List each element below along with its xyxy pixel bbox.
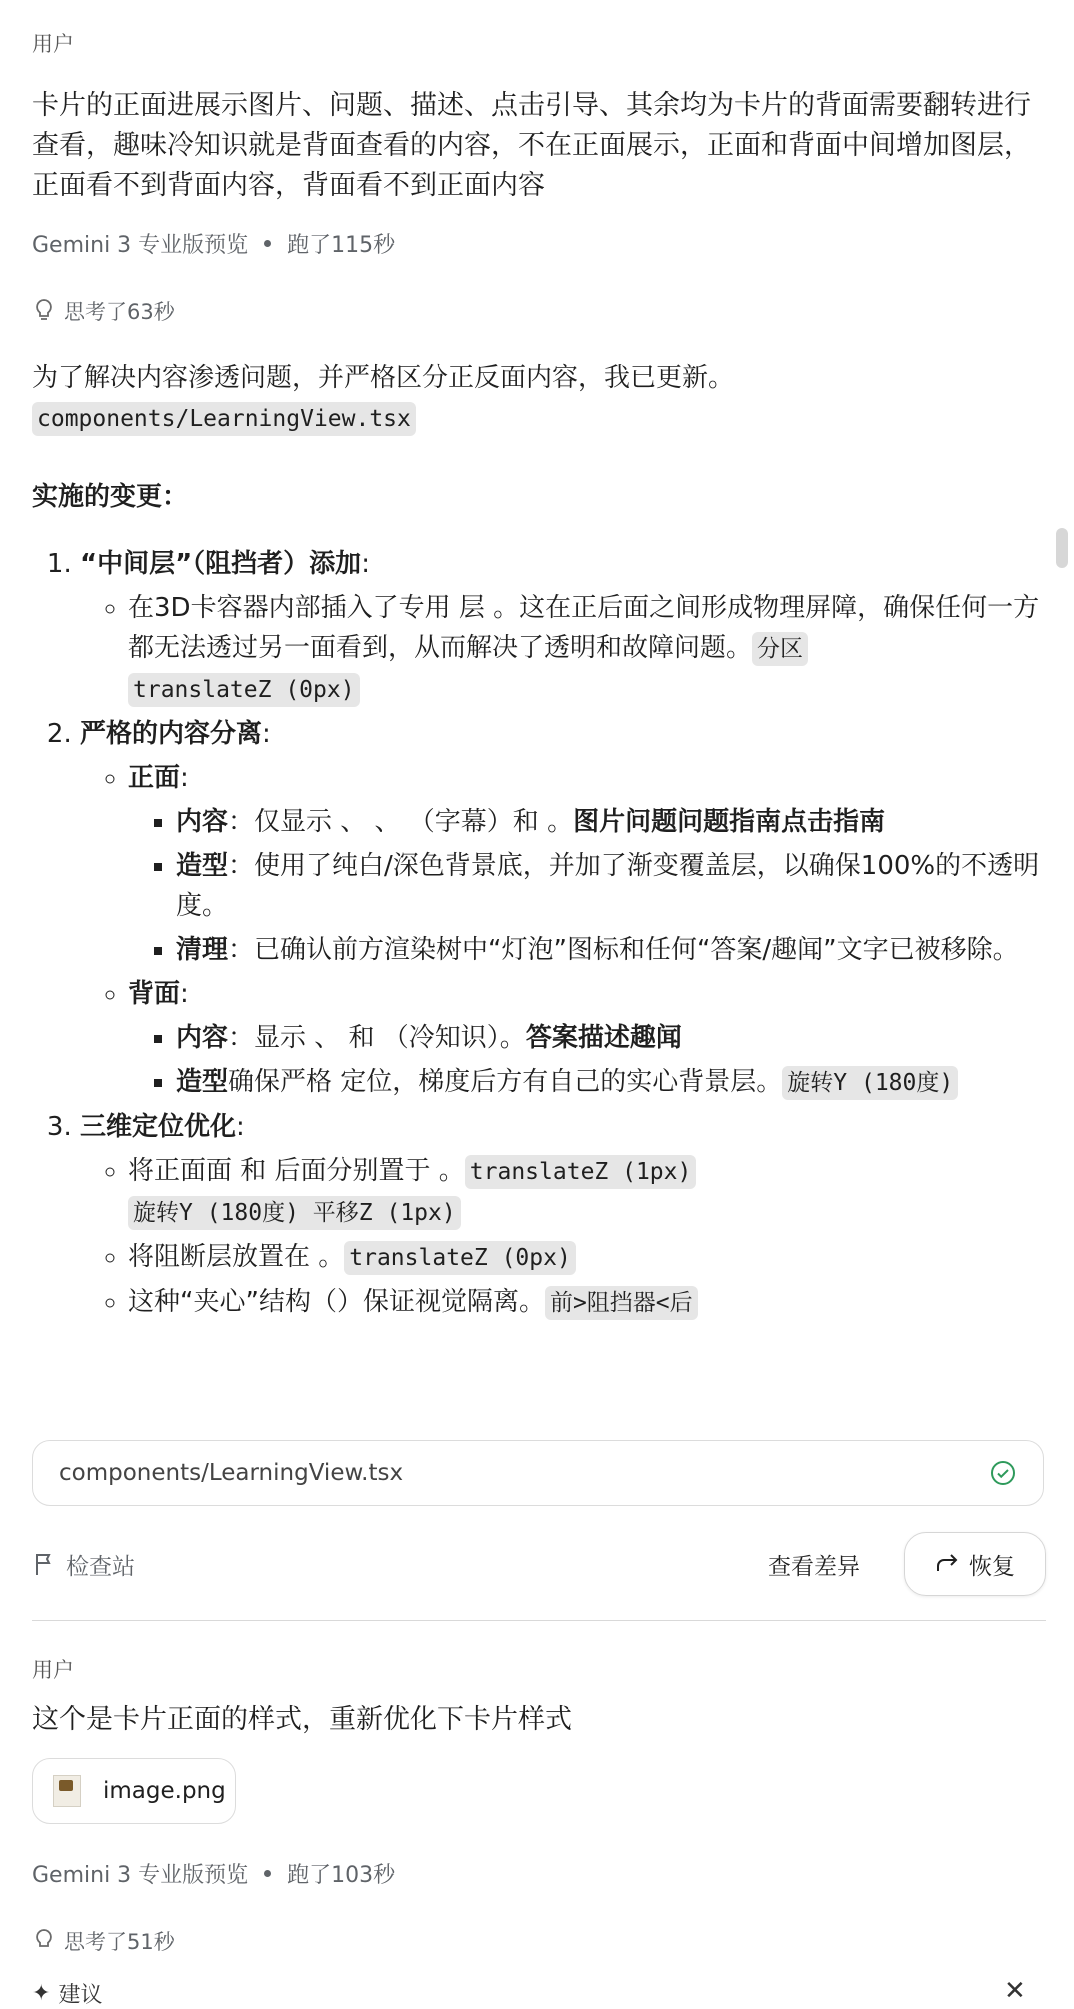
list-item <box>128 1282 1052 1323</box>
lightbulb-icon <box>32 298 56 324</box>
item-text: ：使用了纯白/深色背景底，并加了渐变覆盖层，以确保100%的不透明度。 <box>176 851 1040 921</box>
list-item <box>176 1018 1052 1058</box>
list-item <box>176 930 1052 970</box>
list-item <box>128 588 1052 710</box>
inline-code: 旋转Y (180度) 平移Z (1px) <box>128 1196 461 1230</box>
message-role-label: 用户 <box>32 32 74 56</box>
separator-dot <box>264 1870 271 1877</box>
bold-text: 图片问题问题指南点击指南 <box>573 807 886 837</box>
item-text: ：显示 、 和 （冷知识）。 <box>228 1023 526 1053</box>
file-change-card[interactable] <box>32 1440 1044 1506</box>
restore-button[interactable] <box>904 1532 1046 1596</box>
user-prompt-text: 这个是卡片正面的样式，重新优化下卡片样式 <box>32 1704 572 1735</box>
message-role-label: 用户 <box>32 1658 74 1682</box>
response-intro <box>32 358 1046 439</box>
intro-text: 为了解决内容渗透问题，并严格区分正反面内容，我已更新。 <box>32 363 735 393</box>
list-item <box>176 1062 1052 1103</box>
restore-icon <box>935 1553 959 1575</box>
item-text: 将正面面 和 后面分别置于 。 <box>128 1156 465 1186</box>
model-meta <box>32 1858 395 1889</box>
item-text: ：已确认前方渲染树中“灯泡”图标和任何“答案/趣闻”文字已被移除。 <box>228 935 1019 965</box>
label: 清理 <box>176 935 229 965</box>
lightbulb-icon <box>32 1928 56 1954</box>
list-item: ◦ 背面: ▪ 内容：显示 、 和 （冷知识）。答案描述趣闻 ▪ 造型确保严格 定位，梯度后方有自己的实心背景层。 旋转Y (180度) <box>128 974 1052 1103</box>
view-diff-button[interactable]: 查看差异 <box>768 1553 860 1580</box>
model-meta <box>32 228 395 259</box>
suggestions-label: 建议 <box>58 1983 103 2008</box>
item-title: 严格的内容分离 <box>80 719 263 749</box>
separator-dot <box>264 240 271 247</box>
sparkle-icon: ✦ <box>32 1981 51 2006</box>
message-actions <box>32 1532 1046 1596</box>
checkpoint-label: 检查站 <box>66 1553 135 1580</box>
model-name: Gemini 3 专业版预览 <box>32 233 249 258</box>
list-item <box>176 802 1052 842</box>
label: 内容 <box>176 807 229 837</box>
inline-code: 分区 <box>752 632 808 666</box>
run-time: 跑了103秒 <box>287 1863 396 1888</box>
label: 造型 <box>176 851 229 881</box>
item-text: 确保严格 定位，梯度后方有自己的实心背景层。 <box>228 1067 783 1097</box>
check-circle-icon <box>989 1459 1017 1487</box>
list-item: 3. 三维定位优化: ◦ 将正面面 和 后面分别置于 。 translateZ (1px) 旋转Y (180度) 平移Z (1px) ◦ 将阻断层放置在 。 translateZ (0px) ◦ 这种“夹心”结构（）保证视觉隔离。 前>阻挡器<后 <box>80 1107 1052 1323</box>
list-item <box>128 1151 1052 1233</box>
divider <box>32 1620 1046 1621</box>
label: 造型 <box>176 1067 229 1097</box>
close-icon[interactable]: ✕ <box>1004 1976 1026 2006</box>
run-time: 跑了115秒 <box>287 233 396 258</box>
thinking-toggle[interactable] <box>32 296 175 326</box>
file-name: components/LearningView.tsx <box>59 1460 404 1486</box>
list-item: ◦ 正面: ▪ 内容：仅显示 、 、 （字幕）和 。图片问题问题指南点击指南 ▪ 造型：使用了纯白/深色背景底，并加了渐变覆盖层，以确保100%的不透明度。 ▪ 清理：已确认前方渲染树中“灯泡”图标和任何“答案/趣闻”文字已被移除。 <box>128 758 1052 970</box>
inline-code: 旋转Y (180度) <box>782 1066 958 1100</box>
attachment-name: image.png <box>103 1778 226 1804</box>
restore-label: 恢复 <box>969 1553 1015 1580</box>
changes-list <box>32 542 1052 1327</box>
item-text: ：仅显示 、 、 （字幕）和 。 <box>228 807 574 837</box>
item-text: 这种“夹心”结构（）保证视觉隔离。 <box>128 1287 545 1317</box>
changes-heading: 实施的变更： <box>32 482 189 512</box>
flag-icon <box>32 1551 56 1577</box>
item-title: 三维定位优化 <box>80 1112 237 1142</box>
scrollbar-thumb[interactable] <box>1056 528 1068 568</box>
item-title: “中间层”（阻挡者）添加 <box>80 549 362 579</box>
attachment-chip[interactable] <box>32 1758 236 1824</box>
inline-code-file: components/LearningView.tsx <box>32 402 416 436</box>
suggestions-bar[interactable] <box>32 1978 102 2009</box>
inline-code: translateZ (1px) <box>465 1155 697 1189</box>
subheading-front: 正面 <box>128 763 181 793</box>
label: 内容 <box>176 1023 229 1053</box>
model-name: Gemini 3 专业版预览 <box>32 1863 249 1888</box>
list-item <box>176 846 1052 926</box>
list-item: 2. 严格的内容分离: ◦ 正面: ▪ 内容：仅显示 、 、 （字幕）和 。图片问题问题指南点击指南 ▪ 造型：使用了纯白/深色背景底，并加了渐变覆盖层，以确保100%的不透明度。 ▪ 清理：已确认前方渲染树中“灯泡”图标和任何“答案/趣闻”文字已被移除。 ◦ 背面: ▪ 内容：显示 、 和 （冷知识）。答案描述趣闻 ▪ 造型确保严格 定位，梯度后方有自己的实心背景层。 旋转Y (180度) <box>80 714 1052 1103</box>
thinking-toggle[interactable] <box>32 1926 175 1956</box>
thinking-duration: 思考了51秒 <box>64 1930 175 1954</box>
subheading-back: 背面 <box>128 979 181 1009</box>
bold-text: 答案描述趣闻 <box>525 1023 682 1053</box>
user-prompt-text: 卡片的正面进展示图片、问题、描述、点击引导、其余均为卡片的背面需要翻转进行查看，趣味冷知识就是背面查看的内容，不在正面展示，正面和背面中间增加图层，正面看不到背面内容，背面看不到正面内容 <box>32 90 1031 201</box>
inline-code: 前>阻挡器<后 <box>545 1286 698 1320</box>
item-text: 将阻断层放置在 。 <box>128 1242 345 1272</box>
inline-code: translateZ (0px) <box>128 673 360 707</box>
inline-code: translateZ (0px) <box>344 1241 576 1275</box>
item-text: 在3D卡容器内部插入了专用 层 。这在正后面之间形成物理屏障，确保任何一方都无法透过另一面看到，从而解决了透明和故障问题。 <box>128 593 1040 663</box>
list-item: 1. “中间层”（阻挡者）添加: ◦ 在3D卡容器内部插入了专用 层 。这在正后面之间形成物理屏障，确保任何一方都无法透过另一面看到，从而解决了透明和故障问题。 分区 translateZ (0px) <box>80 544 1052 710</box>
image-thumbnail <box>53 1775 81 1807</box>
checkpoint-button[interactable] <box>32 1548 135 1581</box>
list-item <box>128 1237 1052 1278</box>
thinking-duration: 思考了63秒 <box>64 300 175 324</box>
